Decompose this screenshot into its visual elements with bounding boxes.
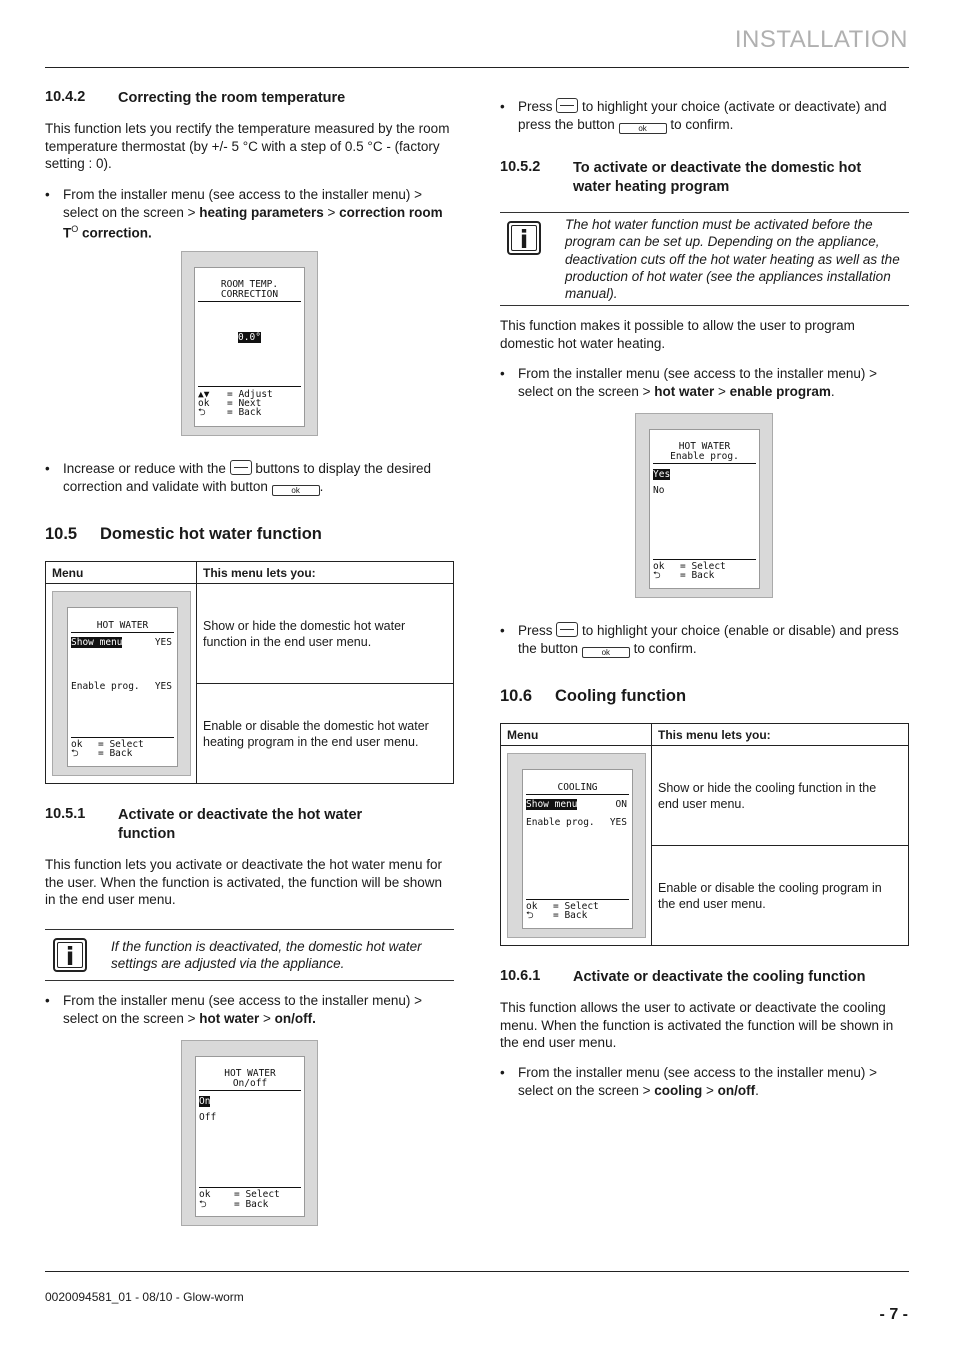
info-icon: i	[507, 221, 541, 255]
section-10-4-2-paragraph: This function lets you rectify the temperature measured by the room temperature thermostat (by +/- 5 °C with a step of 0.5 °C - (factory setting : 0).	[45, 121, 450, 171]
info-note: The hot water function must be activated before the program can be set up. Depending on the appliance, deactivation cuts off the hot water heating as well as the production of hot water (see the appliances installation manual).	[565, 217, 900, 302]
device-screen: HOT WATER Show menu YES Enable prog. YES ok = Select ⮌ = Back	[67, 607, 178, 767]
section-10-5-2-paragraph: This function makes it possible to allow the user to program domestic hot water heating.	[500, 318, 855, 351]
bullet-dot: •	[45, 187, 50, 202]
section-10-5-1-heading: 10.5.1 Activate or deactivate the hot water function	[45, 806, 363, 842]
cooling-menu-table	[500, 723, 909, 946]
bullet-item: • Increase or reduce with the buttons to display the desired correction and validate with button ok .	[45, 461, 431, 495]
section-10-5-heading: 10.5 Domestic hot water function	[45, 525, 322, 543]
up-down-button-icon	[556, 98, 578, 113]
table-cell-description: Show or hide the cooling function in the end user menu.	[658, 780, 877, 811]
note-top-rule	[500, 212, 909, 213]
section-10-4-2-heading	[45, 89, 455, 109]
table-cell-description: Enable or disable the cooling program in the end user menu.	[658, 880, 882, 911]
device-screen: HOT WATER Enable prog. Yes No ok = Select ⮌ = Back	[649, 429, 760, 589]
up-down-button-icon	[556, 622, 578, 637]
hot-water-onoff-device	[181, 1040, 318, 1226]
device-screen: ROOM TEMP. CORRECTION 0.0° ▲▼ = Adjust ok = Next ⮌ = Back	[194, 267, 305, 427]
table-header-description: This menu lets you:	[197, 562, 454, 584]
section-10-5-2-heading: 10.5.2 To activate or deactivate the domestic hot water heating program	[500, 159, 862, 195]
footer-document-ref: 0020094581_01 - 08/10 - Glow-worm	[45, 1290, 244, 1304]
ok-button-icon: ok	[619, 123, 667, 134]
info-icon: i	[53, 938, 87, 972]
room-temp-correction-device	[181, 251, 318, 436]
table-header-menu: Menu	[46, 562, 197, 584]
bullet-item: • From the installer menu (see access to the installer menu) > select on the screen > heating parameters > correction room $T^O$ correction.	[45, 187, 443, 241]
section-10-5-1-paragraph: This function lets you activate or deactivate the hot water menu for the user. When the function is activated, the function will be shown in the end user menu.	[45, 857, 442, 907]
hot-water-menu-device	[52, 591, 191, 776]
section-10-6-1-paragraph: This function allows the user to activate or deactivate the cooling menu. When the function is activated the function will be shown in the end user menu.	[500, 1000, 894, 1050]
note-bottom-rule	[45, 980, 454, 981]
table-cell-screen	[501, 746, 652, 946]
table-header-description: This menu lets you:	[652, 724, 909, 746]
correction-value: 0.0°	[238, 332, 261, 343]
section-10-6-1-heading: 10.6.1 Activate or deactivate the cooling function	[500, 968, 866, 985]
device-screen: COOLING Show menu ON Enable prog. YES ok = Select ⮌ = Back	[522, 769, 633, 929]
section-number: 10.4.2	[45, 89, 86, 105]
table-header-menu: Menu	[501, 724, 652, 746]
page-number: - 7 -	[879, 1306, 908, 1323]
bullet-item: • From the installer menu (see access to the installer menu) > select on the screen > hot water > on/off.	[45, 993, 423, 1026]
page-header-title: INSTALLATION	[734, 26, 908, 53]
up-down-button-icon	[230, 460, 252, 475]
bullet-item: • Press to highlight your choice (enable or disable) and press the button ok to confirm.	[500, 623, 899, 657]
footer-rule	[45, 1271, 909, 1272]
cooling-menu-device	[507, 753, 646, 938]
section-10-6-heading: 10.6 Cooling function	[500, 687, 687, 705]
bullet-item: • Press to highlight your choice (activate or deactivate) and press the button ok to confirm.	[500, 99, 887, 133]
table-cell-description: Enable or disable the domestic hot water heating program in the end user menu.	[203, 718, 429, 749]
header-rule	[45, 67, 909, 68]
bullet-item: • From the installer menu (see access to the installer menu) > select on the screen > cooling > on/off.	[500, 1065, 878, 1098]
device-screen: HOT WATER On/off On Off ok = Select ⮌ = Back	[195, 1056, 305, 1217]
section-title: Correcting the room temperature	[118, 90, 346, 106]
table-cell-description: Show or hide the domestic hot water function in the end user menu.	[203, 618, 406, 649]
bullet-item: • From the installer menu (see access to the installer menu) > select on the screen > hot water > enable program.	[500, 366, 878, 399]
ok-button-icon: ok	[582, 647, 630, 658]
hot-water-menu-table	[45, 561, 454, 784]
note-top-rule	[45, 929, 454, 930]
table-cell-screen	[46, 584, 197, 784]
note-bottom-rule	[500, 305, 909, 306]
info-note: If the function is deactivated, the domestic hot water settings are adjusted via the appliance.	[111, 939, 422, 972]
enable-prog-device	[635, 413, 773, 598]
ok-button-icon: ok	[272, 485, 320, 496]
